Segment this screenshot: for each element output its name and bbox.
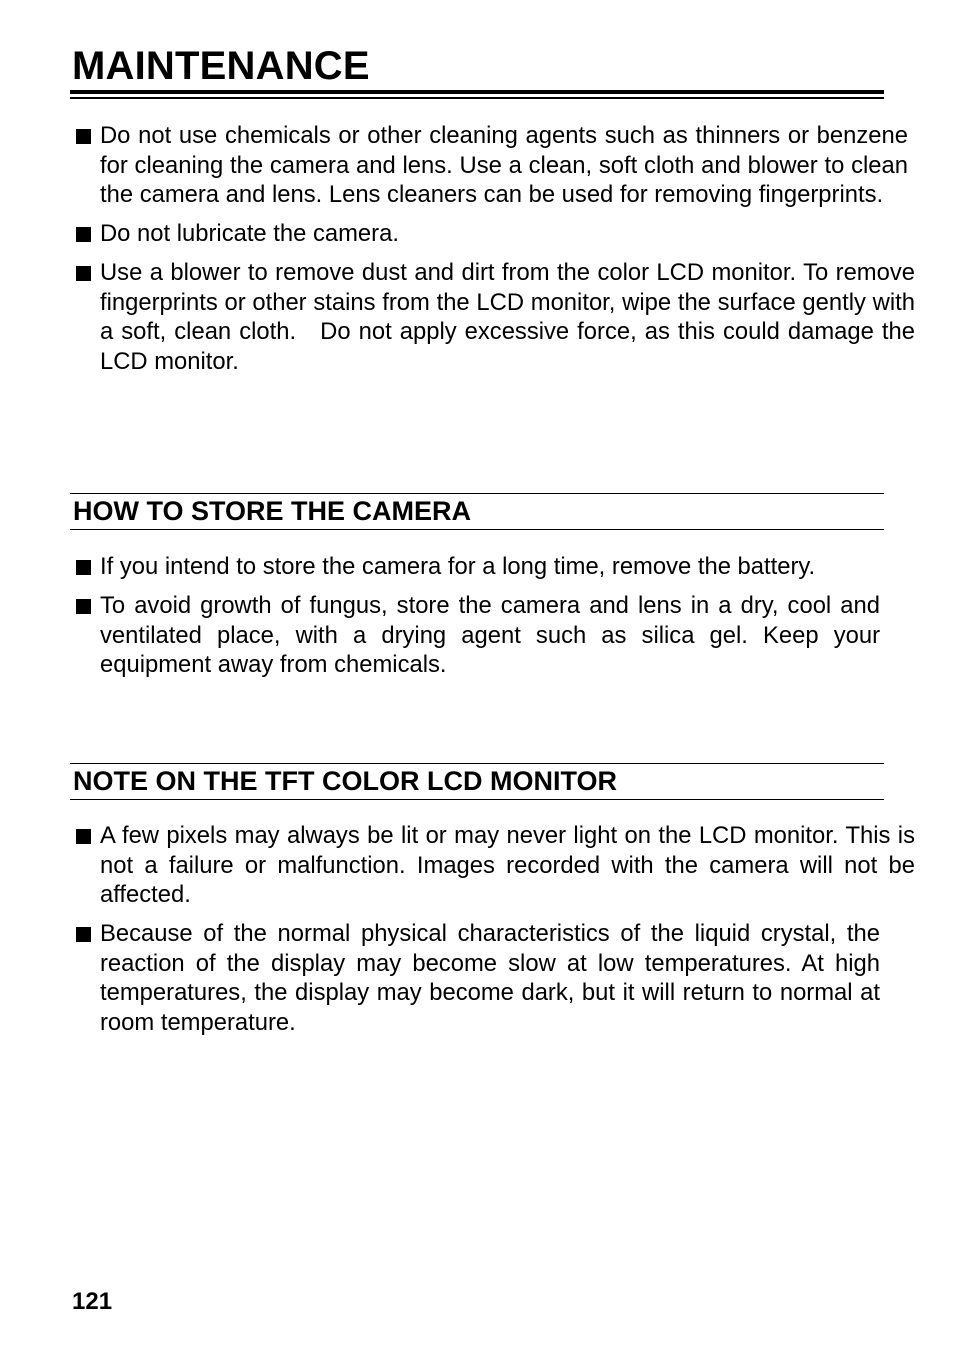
square-bullet-icon [76,227,91,242]
list-item [72,258,915,376]
square-bullet-icon [76,129,91,144]
square-bullet-icon [76,560,91,575]
square-bullet-icon [76,927,91,942]
list-item [72,219,880,249]
page-title: MAINTENANCE [72,44,370,88]
list-item-text: Because of the normal physical characteristics of the liquid crystal, the reaction of the display may become slow at low temperatures. At high temperatures, the display may become dark, but it will return to normal at room temperature. [100,920,880,1036]
section-title-storage: HOW TO STORE THE CAMERA [70,493,884,530]
title-divider-thick [70,90,884,94]
list-item-text: Use a blower to remove dust and dirt from the color LCD monitor. To remove fingerprints or other stains from the LCD monitor, wipe the surface gently with a soft, clean cloth. Do not apply excessive force, as this could damage the LCD monitor. [100,259,915,375]
list-item-text: To avoid growth of fungus, store the camera and lens in a dry, cool and ventilated place, with a drying agent such as silica gel. Keep your equipment away from chemicals. [100,592,880,678]
maintenance-list [72,121,915,386]
title-divider-thin [70,97,884,99]
square-bullet-icon [76,266,91,281]
list-item [72,919,880,1037]
lcd-note-list [72,821,915,1047]
list-item [72,821,915,910]
list-item [72,121,908,210]
square-bullet-icon [76,829,91,844]
square-bullet-icon [76,599,91,614]
page-number: 121 [72,1288,113,1315]
section-title-lcd-note: NOTE ON THE TFT COLOR LCD MONITOR [70,763,884,800]
list-item-text: If you intend to store the camera for a long time, remove the battery. [100,553,816,580]
list-item [72,591,880,680]
storage-list [72,552,880,689]
list-item-text: A few pixels may always be lit or may never light on the LCD monitor. This is not a failure or malfunction. Images recorded with the camera will not be affected. [100,822,915,908]
list-item-text: Do not lubricate the camera. [100,220,399,247]
list-item-text: Do not use chemicals or other cleaning agents such as thinners or benzene for cleaning the camera and lens. Use a clean, soft cloth and blower to clean the camera and lens. Lens cleaners can be used for removing fingerprints. [100,122,908,208]
list-item [72,552,880,582]
